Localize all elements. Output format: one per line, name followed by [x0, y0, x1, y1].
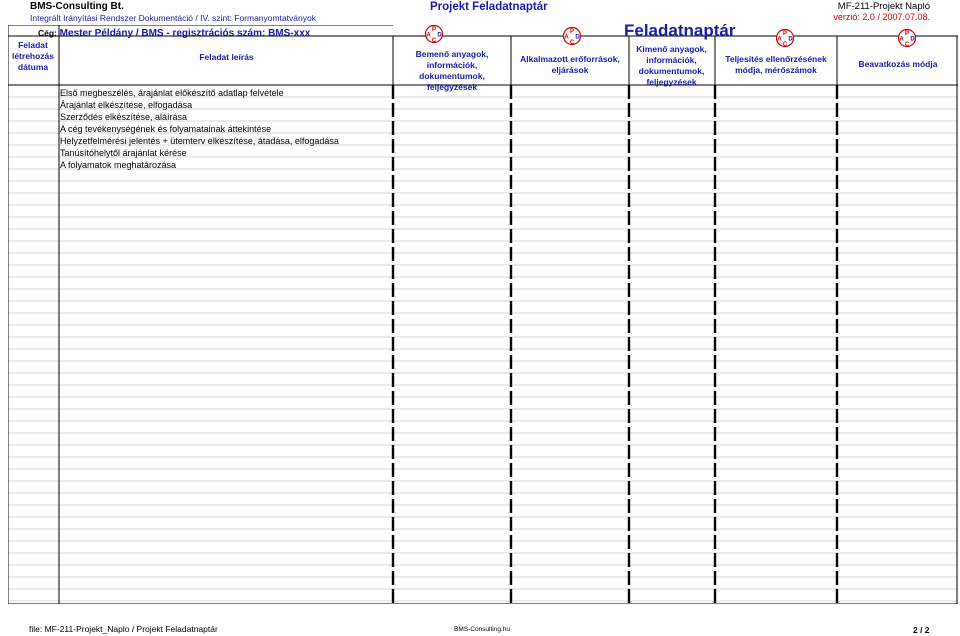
footer-site: BMS-Consulting.hu [454, 626, 510, 633]
task-row: Helyzetfelmérési jelentés + ütemterv elkészítése, átadása, elfogadása [60, 136, 339, 146]
document-code: MF-211-Projekt Napló [837, 1, 930, 12]
document-subtitle: Integrált Irányítási Rendszer Dokumentáció / IV. szint: Formanyomtatványok [30, 13, 316, 23]
pdca-logo-icon [559, 26, 585, 46]
company-line [38, 28, 310, 39]
column-header-inputs: Bemenő anyagok, információk, dokumentumok, feljegyzések [415, 49, 489, 92]
svg-text:D: D [437, 32, 442, 39]
svg-text:D: D [910, 36, 915, 43]
company-value: Mester Példány / BMS - regisztrációs szám: BMS-xxx [59, 28, 311, 39]
task-row: Szerződés elkészítése, aláírása [60, 112, 188, 122]
column-header-created-date: Feladat létrehozás dátuma [11, 40, 55, 72]
svg-text:A: A [777, 36, 782, 43]
svg-text:P: P [569, 29, 575, 35]
page-header-title: Projekt Feladatnaptár [430, 1, 548, 13]
svg-text:C: C [904, 42, 910, 48]
column-header-verification: Teljesítés ellenőrzésének módja, mérőszámok [725, 54, 827, 75]
document-version: verzió: 2.0 / 2007.07.08. [833, 12, 930, 22]
page-header-right [833, 1, 930, 22]
sheet-title: Feladatnaptár [624, 21, 736, 40]
footer-page: 2 / 2 [913, 625, 930, 635]
pdca-logo-icon [421, 24, 447, 44]
column-header-resources: Alkalmazott erőforrások, eljárások [520, 54, 620, 75]
pdca-logo-icon [772, 28, 798, 48]
svg-text:C: C [569, 40, 575, 46]
pdca-logo-icon [894, 28, 920, 48]
svg-text:P: P [904, 31, 910, 37]
task-calendar-sheet [8, 21, 958, 604]
task-row: Első megbeszélés, árajánlat előkészítő adatlap felvétele [60, 88, 284, 98]
task-row: A cég tevékenységének és folyamatainak áttekintése [60, 124, 272, 134]
svg-text:P: P [782, 31, 788, 37]
task-row: Tanúsítóhelytől árajánlat kérése [60, 148, 187, 158]
svg-text:P: P [431, 27, 437, 33]
task-row: A folyamatok meghatározása [60, 160, 177, 170]
svg-text:C: C [431, 38, 437, 44]
task-row: Árajánlat elkészítése, elfogadása [60, 100, 193, 110]
company-name: BMS-Consulting Bt. [30, 1, 124, 12]
footer-file: file: MF-211-Projekt_Naplo / Projekt Feladatnaptár [29, 624, 218, 634]
company-label: Cég: [38, 28, 57, 38]
svg-text:D: D [788, 36, 793, 43]
svg-text:A: A [426, 32, 431, 39]
page-header-left [30, 1, 316, 23]
column-header-outputs: Kimenő anyagok, információk, dokumentumok, feljegyzések [636, 44, 707, 87]
svg-text:D: D [575, 34, 580, 41]
svg-text:A: A [564, 34, 569, 41]
svg-text:C: C [782, 42, 788, 48]
column-header-task-description: Feladat leírás [199, 52, 254, 62]
svg-text:A: A [899, 36, 904, 43]
column-header-intervention: Beavatkozás módja [858, 59, 938, 69]
